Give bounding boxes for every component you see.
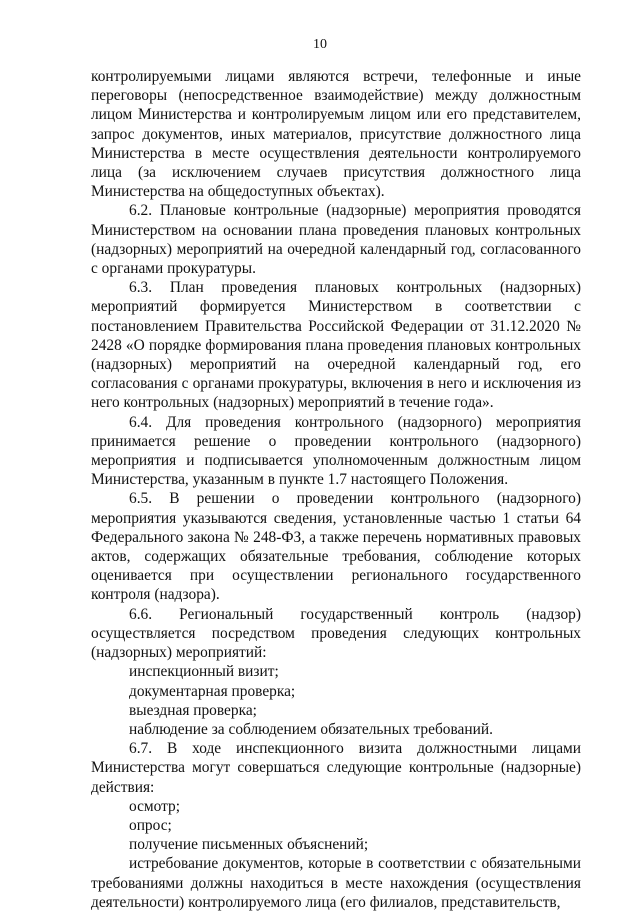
paragraph-6-4: 6.4. Для проведения контрольного (надзорного) мероприятия принимается решение о проведении контрольного (надзорного) мероприятия и подписывается уполномоченным должностным лицом Министерства, указанным в пункте 1.7 настоящего Положения.: [91, 413, 581, 489]
page-number: 10: [313, 37, 327, 52]
paragraph-document-request: истребование документов, которые в соответствии с обязательными требованиями должны находиться в месте нахождения (осуществления деятельности) контролируемого лица (его филиалов, представительств,: [91, 855, 581, 911]
paragraph-6-2: 6.2. Плановые контрольные (надзорные) мероприятия проводятся Министерством на основании плана проведения плановых контрольных (надзорных) мероприятий на очередной календарный год, согласованного с органами прокуратуры.: [91, 202, 581, 278]
list-item: инспекционный визит;: [129, 663, 279, 681]
document-body: [91, 67, 581, 912]
list-item: наблюдение за соблюдением обязательных требований.: [129, 720, 493, 738]
list-item: документарная проверка;: [129, 682, 296, 700]
paragraph-6-3: 6.3. План проведения плановых контрольных (надзорных) мероприятий формируется Министерством в соответствии с постановлением Правительства Российской Федерации от 31.12.2020 № 2428 «О порядке формирования плана проведения плановых контрольных (надзорных) мероприятий на очередной календарный год, его согласования с органами прокуратуры, включения в него и исключения из него контрольных (надзорных) мероприятий в течение года».: [91, 279, 581, 412]
list-item: осмотр;: [129, 797, 181, 815]
list-item: получение письменных объяснений;: [129, 836, 369, 854]
paragraph-6-5: 6.5. В решении о проведении контрольного (надзорного) мероприятия указываются сведения, установленные частью 1 статьи 64 Федерального закона № 248-ФЗ, а также перечень нормативных правовых актов, содержащих обязательные требования, соблюдение которых оценивается при осуществлении регионального государственного контроля (надзора).: [91, 490, 581, 604]
list-item: опрос;: [129, 816, 172, 834]
paragraph-6-6: 6.6. Региональный государственный контроль (надзор) осуществляется посредством проведения следующих контрольных (надзорных) мероприятий:: [91, 605, 581, 662]
list-item: выездная проверка;: [129, 701, 257, 719]
continuation-paragraph: контролируемыми лицами являются встречи, телефонные и иные переговоры (непосредственное взаимодействие) между должностным лицом Министерства и контролируемым лицом или его представителем, запрос документов, иных материалов, присутствие должностного лица Министерства в месте осуществления деятельности контролируемого лица (за исключением случаев присутствия должностного лица Министерства на общедоступных объектах).: [91, 68, 581, 201]
paragraph-6-7: 6.7. В ходе инспекционного визита должностными лицами Министерства могут совершаться следующие контрольные (надзорные) действия:: [91, 740, 581, 796]
